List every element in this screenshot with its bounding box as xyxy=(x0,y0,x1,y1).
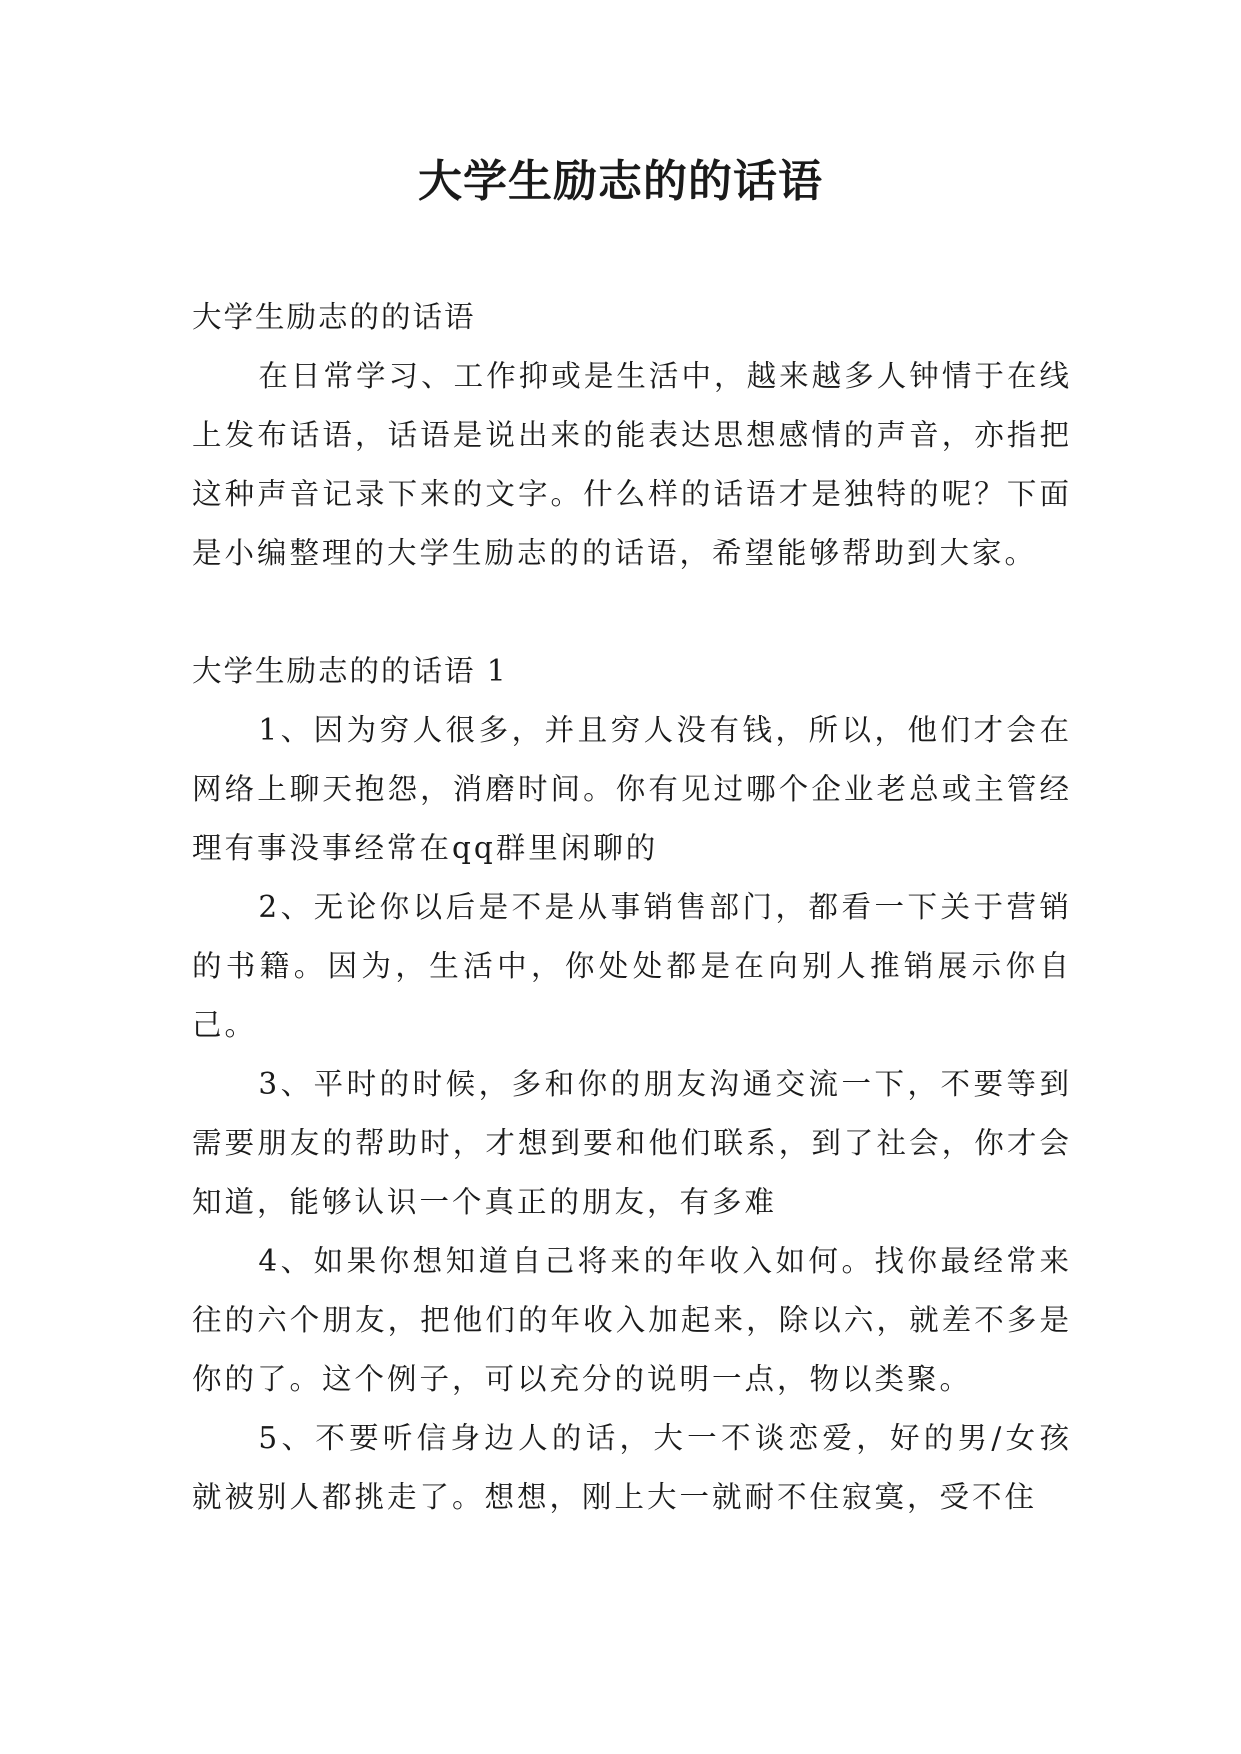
document-body xyxy=(192,288,1072,1527)
list-item: 2、无论你以后是不是从事销售部门，都看一下关于营销的书籍。因为，生活中，你处处都是在向别人推销展示你自己。 xyxy=(192,890,1072,1042)
list-item: 5、不要听信身边人的话，大一不谈恋爱，好的男/女孩就被别人都挑走了。想想，刚上大一就耐不住寂寞，受不住 xyxy=(192,1421,1072,1514)
list-item: 4、如果你想知道自己将来的年收入如何。找你最经常来往的六个朋友，把他们的年收入加起来，除以六，就差不多是你的了。这个例子，可以充分的说明一点，物以类聚。 xyxy=(192,1244,1072,1396)
list-item: 3、平时的时候，多和你的朋友沟通交流一下，不要等到需要朋友的帮助时，才想到要和他们联系，到了社会，你才会知道，能够认识一个真正的朋友，有多难 xyxy=(192,1067,1072,1219)
list-item: 1、因为穷人很多，并且穷人没有钱，所以，他们才会在网络上聊天抱怨，消磨时间。你有见过哪个企业老总或主管经理有事没事经常在qq群里闲聊的 xyxy=(192,713,1072,865)
intro-paragraph: 在日常学习、工作抑或是生活中，越来越多人钟情于在线上发布话语，话语是说出来的能表达思想感情的声音，亦指把这种声音记录下来的文字。什么样的话语才是独特的呢？下面是小编整理的大学生励志的的话语，希望能够帮助到大家。 xyxy=(192,359,1072,570)
section-heading: 大学生励志的的话语 1 xyxy=(192,654,508,688)
section-spacer xyxy=(192,583,1072,642)
document-title: 大学生励志的的话语 xyxy=(418,156,823,207)
intro-heading: 大学生励志的的话语 xyxy=(192,300,476,334)
